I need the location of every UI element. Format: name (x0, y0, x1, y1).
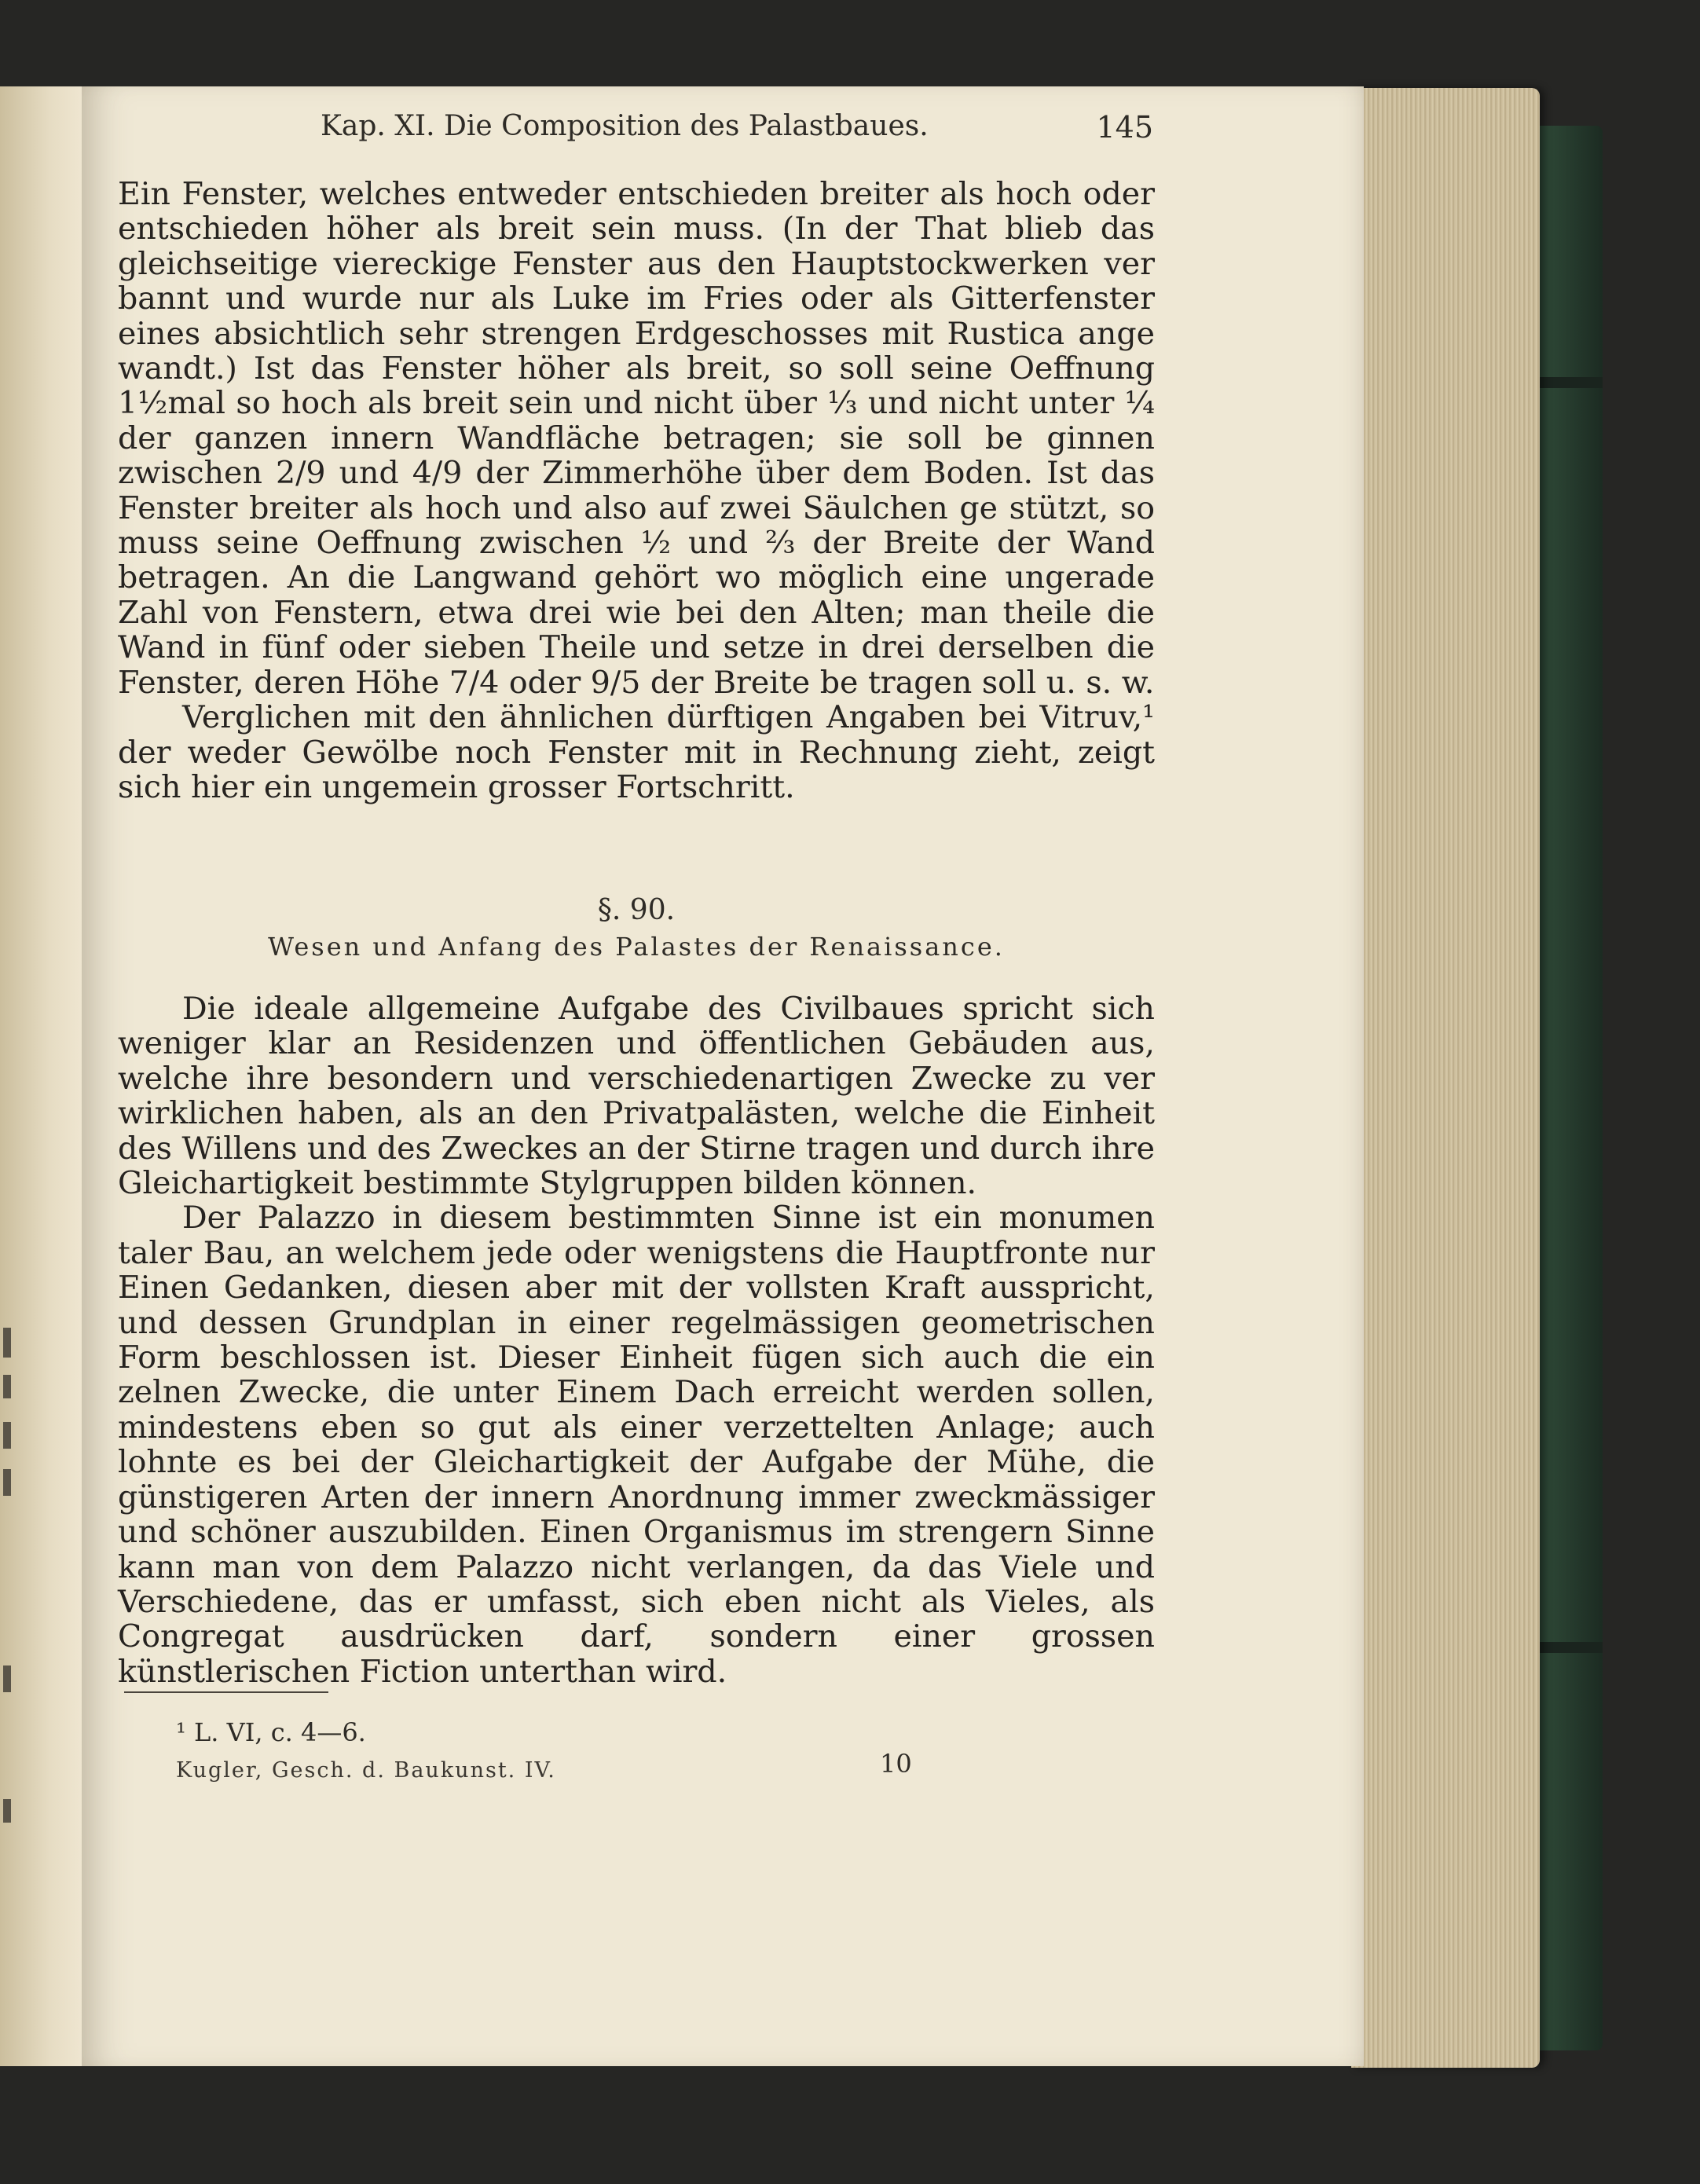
left-page-edge (0, 86, 85, 2066)
text-line: unter ¼ der ganzen innern Wandfläche betragen; sie soll be (118, 385, 1156, 456)
text-line: bannt und wurde nur als Luke im Fries oder als Gitterfenster (118, 280, 1155, 317)
text-line: zelnen Zwecke, die unter Einem Dach erreicht werden sollen, (118, 1374, 1155, 1411)
text-line: Ist das Fenster breiter als hoch und also auf zwei Säulchen ge (118, 455, 1155, 526)
text-line: eines absichtlich sehr strengen Erdgeschosses mit Rustica ange (118, 315, 1155, 352)
left-page-letter-fragment (3, 1469, 11, 1496)
text-line: wandt.) Ist das Fenster höher als breit, so soll seine Oeffnung (118, 350, 1155, 387)
left-page-letter-fragment (3, 1422, 11, 1449)
text-line: ungerade Zahl von Fenstern, etwa drei wie bei den Alten; man (118, 559, 1155, 631)
running-head (321, 110, 1153, 157)
text-line: Der Palazzo in diesem bestimmten Sinne ist ein monumen (182, 1200, 1155, 1237)
text-line: der Wand betragen. An die Langwand gehört wo möglich eine (118, 525, 1155, 596)
left-page-letter-fragment (3, 1665, 11, 1692)
text-line: kann man von dem Palazzo nicht verlangen, da das Viele und (118, 1548, 1155, 1585)
text-line: mindestens eben so gut als einer verzettelten Anlage; auch (118, 1409, 1155, 1446)
page-number: 145 (1096, 110, 1153, 145)
text-line: wirklichen haben, als an den Privatpalästen, welche die Einheit (118, 1095, 1155, 1132)
text-line: entschieden höher als breit sein muss. (In der That blieb das (118, 211, 1155, 247)
text-line: theile die Wand in fünf oder sieben Theile und setze in drei (118, 594, 1155, 666)
text-line: der weder Gewölbe noch Fenster mit in Rechnung zieht, zeigt (118, 734, 1155, 771)
text-line: und schöner auszubilden. Einen Organismus im strengern Sinne (118, 1514, 1155, 1551)
footnote: ¹ L. VI, c. 4—6. (176, 1717, 366, 1747)
text-line: Ein Fenster, welches entweder entschieden breiter als hoch oder (118, 176, 1155, 212)
left-page-letter-fragment (3, 1799, 11, 1823)
text-line: des Willens und des Zweckes an der Stirne tragen und durch (118, 1130, 1083, 1167)
text-line: ginnen zwischen 2/9 und 4/9 der Zimmerhöhe über dem Boden. (118, 420, 1155, 492)
text-line: weniger klar an Residenzen und öffentlichen Gebäuden aus, (118, 1025, 1155, 1062)
footnote-rule (124, 1691, 328, 1693)
text-line: Form beschlossen ist. Dieser Einheit fügen sich auch die ein (118, 1339, 1155, 1376)
text-line: 1½mal so hoch als breit sein und nicht über ⅓ und nicht (118, 385, 1018, 422)
text-line: günstigeren Arten der innern Anordnung immer zweckmässiger (118, 1479, 1155, 1515)
text-line: und dessen Grundplan in einer regelmässigen geometrischen (118, 1304, 1155, 1341)
text-line: gleichseitige viereckige Fenster aus den Hauptstockwerken ver (118, 245, 1155, 282)
paragraph (118, 991, 1155, 1200)
left-page-letter-fragment (3, 1375, 11, 1398)
paragraph (118, 177, 1155, 700)
text-line: Fiction unterthan wird. (359, 1653, 727, 1690)
text-line: Verglichen mit den ähnlichen dürftigen Angaben bei Vitruv,¹ (182, 699, 1155, 736)
text-line: Congregat ausdrücken darf, sondern einer grossen künstlerischen (118, 1618, 1155, 1690)
body-text-bottom (118, 991, 1155, 1689)
paragraph (118, 1200, 1155, 1689)
text-line: Die ideale allgemeine Aufgabe des Civilbaues spricht sich (182, 991, 1155, 1027)
text-line: tragen soll u. s. w. (867, 664, 1155, 701)
text-line: derselben die Fenster, deren Höhe 7/4 oder 9/5 der Breite be (118, 629, 1155, 701)
text-line: welche ihre besondern und verschiedenartigen Zwecke zu ver (118, 1060, 1155, 1097)
text-line: Verschiedene, das er umfasst, sich eben nicht als Vieles, als (118, 1583, 1155, 1620)
body-text-top (118, 177, 1155, 804)
text-line: Einen Gedanken, diesen aber mit der vollsten Kraft ausspricht, (118, 1270, 1155, 1306)
printer-signature: Kugler, Gesch. d. Baukunst. IV. (176, 1758, 556, 1783)
sheet-number: 10 (880, 1749, 912, 1779)
section-number: §. 90. (597, 894, 676, 926)
text-line: sich hier ein ungemein grosser Fortschritt. (118, 768, 795, 805)
running-title: Kap. XI. Die Composition des Palastbaues. (321, 110, 929, 142)
text-line: ihre Gleichartigkeit bestimmte Stylgruppen bilden können. (118, 1130, 1155, 1202)
text-line: taler Bau, an welchem jede oder wenigstens die Hauptfronte nur (118, 1234, 1155, 1271)
section-title: Wesen und Anfang des Palastes der Renaissance. (268, 932, 1005, 962)
left-page-letter-fragment (3, 1328, 11, 1358)
text-line: stützt, so muss seine Oeffnung zwischen ½ und ⅔ der Breite (118, 489, 1155, 562)
paragraph (118, 700, 1155, 804)
text-line: lohnte es bei der Gleichartigkeit der Aufgabe der Mühe, die (118, 1444, 1155, 1481)
page-edges (1351, 88, 1540, 2068)
